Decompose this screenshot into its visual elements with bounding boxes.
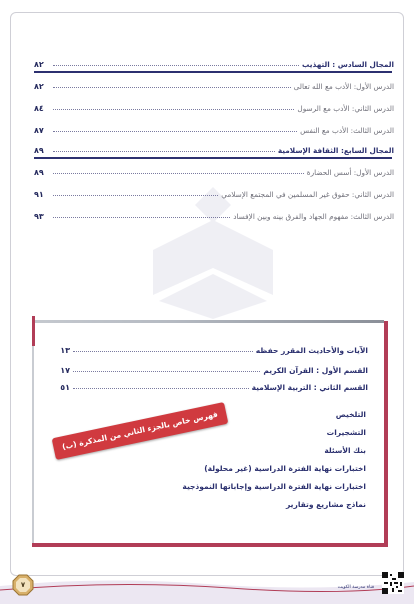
qr-code-icon [382, 572, 404, 594]
dot-leader [53, 217, 230, 218]
dot-leader [53, 131, 297, 132]
toc-row [34, 139, 394, 155]
box-list-item: التلخيص [335, 410, 366, 419]
toc-title: الدرس الثالث: الأدب مع النفس [300, 126, 394, 135]
toc-page-number: ٨٩ [34, 168, 44, 177]
box-left-rail [32, 346, 34, 543]
toc-row [34, 97, 394, 113]
box-row-title: الآيات والأحاديث المقرر حفظه [255, 346, 368, 355]
dot-leader [53, 151, 275, 152]
box-row-page: ١٣ [60, 346, 70, 355]
dot-leader [53, 195, 218, 196]
dot-leader [53, 87, 291, 88]
page-number-badge [12, 574, 34, 596]
toc-row [34, 183, 394, 199]
footer-caption: قناة مدرسة الكويت [337, 585, 374, 590]
toc-title: الدرس الثاني: حقوق غير المسلمين في المجتمع الإسلامي [221, 190, 394, 199]
toc-title: المجال السادس : التهذيب [302, 60, 394, 69]
toc-page-number: ٩٣ [34, 212, 44, 221]
box-list-item: بنك الأسئلة [324, 446, 366, 455]
toc-title: الدرس الأول: أسس الحضارة [306, 168, 394, 177]
dot-leader [53, 173, 304, 174]
box-row-title: القسم الثاني : التربية الإسلامية [251, 383, 368, 392]
dot-leader [73, 371, 260, 372]
toc-title: الدرس الثاني: الأدب مع الرسول [297, 104, 394, 113]
index-stamp-label: فهرس خاص بالجزء الثاني من المذكرة (ب) [52, 402, 229, 460]
heading-underline [34, 71, 392, 73]
toc-title: المجال السابع: الثقافة الإسلامية [277, 146, 394, 155]
dot-leader [53, 109, 294, 110]
dot-leader [53, 65, 299, 66]
box-index-row [56, 378, 368, 392]
box-row-page: ١٧ [60, 366, 70, 375]
box-list-item: اختبارات نهاية الفترة الدراسية (غير محلولة) [204, 464, 366, 473]
heading-underline [34, 157, 392, 159]
dot-leader [73, 351, 253, 352]
toc-page-number: ٨٩ [34, 146, 44, 155]
toc-row [34, 75, 394, 91]
box-list-item: التشجيرات [326, 428, 366, 437]
page-number: ٧ [20, 581, 26, 589]
box-list-item: نماذج مشاريع وتقارير [286, 500, 366, 509]
box-index-row [56, 361, 368, 375]
toc-row [34, 161, 394, 177]
box-accent-bar [32, 316, 35, 346]
toc-page-number: ٩١ [34, 190, 44, 199]
toc-page-number: ٨٢ [34, 82, 44, 91]
toc-row [34, 119, 394, 135]
dot-leader [73, 388, 249, 389]
toc-row [34, 205, 394, 221]
toc-title: الدرس الأول: الأدب مع الله تعالى [293, 82, 394, 91]
toc-title: الدرس الثالث: مفهوم الجهاد والفرق بينه وبين الإفساد [233, 212, 394, 221]
box-index-row [56, 341, 368, 355]
box-row-page: ٥١ [60, 383, 70, 392]
toc-page-number: ٨٢ [34, 60, 44, 69]
toc-page-number: ٨٧ [34, 126, 44, 135]
box-row-title: القسم الأول : القرآن الكريم [263, 366, 368, 375]
box-list-item: اختبارات نهاية الفترة الدراسية وإجاباتها النموذجية [182, 482, 366, 491]
toc-row [34, 53, 394, 69]
toc-page-number: ٨٤ [34, 104, 44, 113]
